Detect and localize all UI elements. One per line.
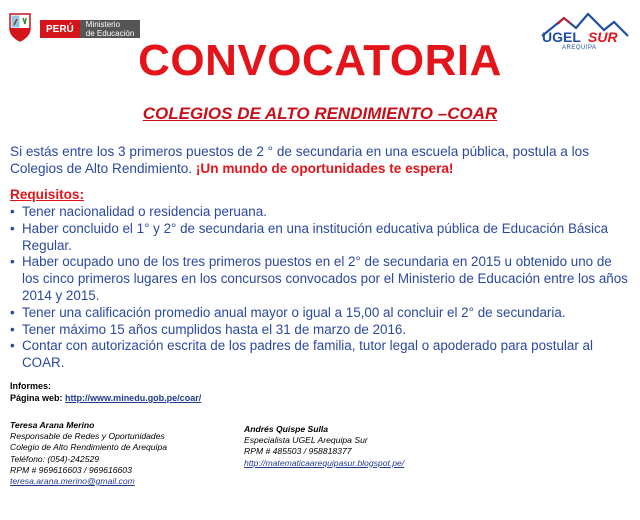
informes-label: Informes: (10, 381, 52, 391)
requirement-item: • Tener una calificación promedio anual mayor o igual a 15,00 al concluir el 2° de secundaria. (10, 305, 632, 322)
informes-block (10, 380, 201, 404)
contact-role: Especialista UGEL Arequipa Sur (244, 435, 368, 446)
requirements-list (10, 204, 632, 372)
contact-name: Andrés Quispe Sulla (244, 424, 329, 434)
requirement-item: • Contar con autorización escrita de los padres de familia, tutor legal o apoderado para postular al COAR. (10, 338, 632, 372)
contact-role: Responsable de Redes y Oportunidades (10, 431, 165, 442)
contact-name: Teresa Arana Merino (10, 420, 95, 430)
requirement-item: • Haber ocupado uno de los tres primeros puestos en el 2° de secundaria en 2015 u obtenido uno de los cinco primeros lugares en los concursos convocados por el Ministerio de Educación entre los años 2014 y 2015. (10, 254, 632, 304)
requirement-item: • Tener máximo 15 años cumplidos hasta el 31 de marzo de 2016. (10, 322, 632, 339)
ugel-word: UGEL (542, 29, 581, 45)
page-title: CONVOCATORIA (138, 36, 502, 85)
intro-text: Si estás entre los 3 primeros puestos de 2 ° de secundaria en una escuela pública, postula a los Colegios de Alto Rendimiento. (10, 144, 589, 176)
ugel-sur: SUR (588, 29, 618, 45)
page-subtitle: COLEGIOS DE ALTO RENDIMIENTO –COAR (142, 104, 498, 123)
contact-org: Colegio de Alto Rendimiento de Arequipa (10, 442, 168, 453)
ministry-line2: de Educación (85, 29, 135, 38)
web-line (10, 392, 201, 404)
requirement-item: • Haber concluido el 1° y 2° de secundaria en una institución educativa pública de Educación Básica Regular. (10, 221, 632, 255)
ugel-city: AREQUIPA (562, 45, 597, 50)
contact-right (244, 424, 404, 469)
ministry-line1: Ministerio (85, 20, 121, 29)
intro-paragraph (10, 143, 632, 177)
requirement-item: • Tener nacionalidad o residencia peruana. (10, 204, 632, 221)
peru-label: PERÚ (40, 20, 80, 38)
contact-email-link[interactable]: teresa.arana.merino@gmail.com (10, 476, 135, 487)
contact-rpm: RPM # 485503 / 958818377 (244, 446, 352, 457)
contact-left (10, 420, 167, 487)
contact-rpm: RPM # 969616603 / 969616603 (10, 464, 132, 475)
web-label: Página web: (10, 393, 63, 403)
web-link[interactable]: http://www.minedu.gob.pe/coar/ (65, 393, 202, 403)
requirements-title: Requisitos: (10, 187, 85, 202)
contact-blog-link[interactable]: http://matematicaarequipasur.blogspot.pe/ (244, 457, 405, 468)
contact-phone: Teléfono: (054)-242529 (10, 453, 100, 464)
intro-highlight: ¡Un mundo de oportunidades te espera! (195, 161, 454, 176)
